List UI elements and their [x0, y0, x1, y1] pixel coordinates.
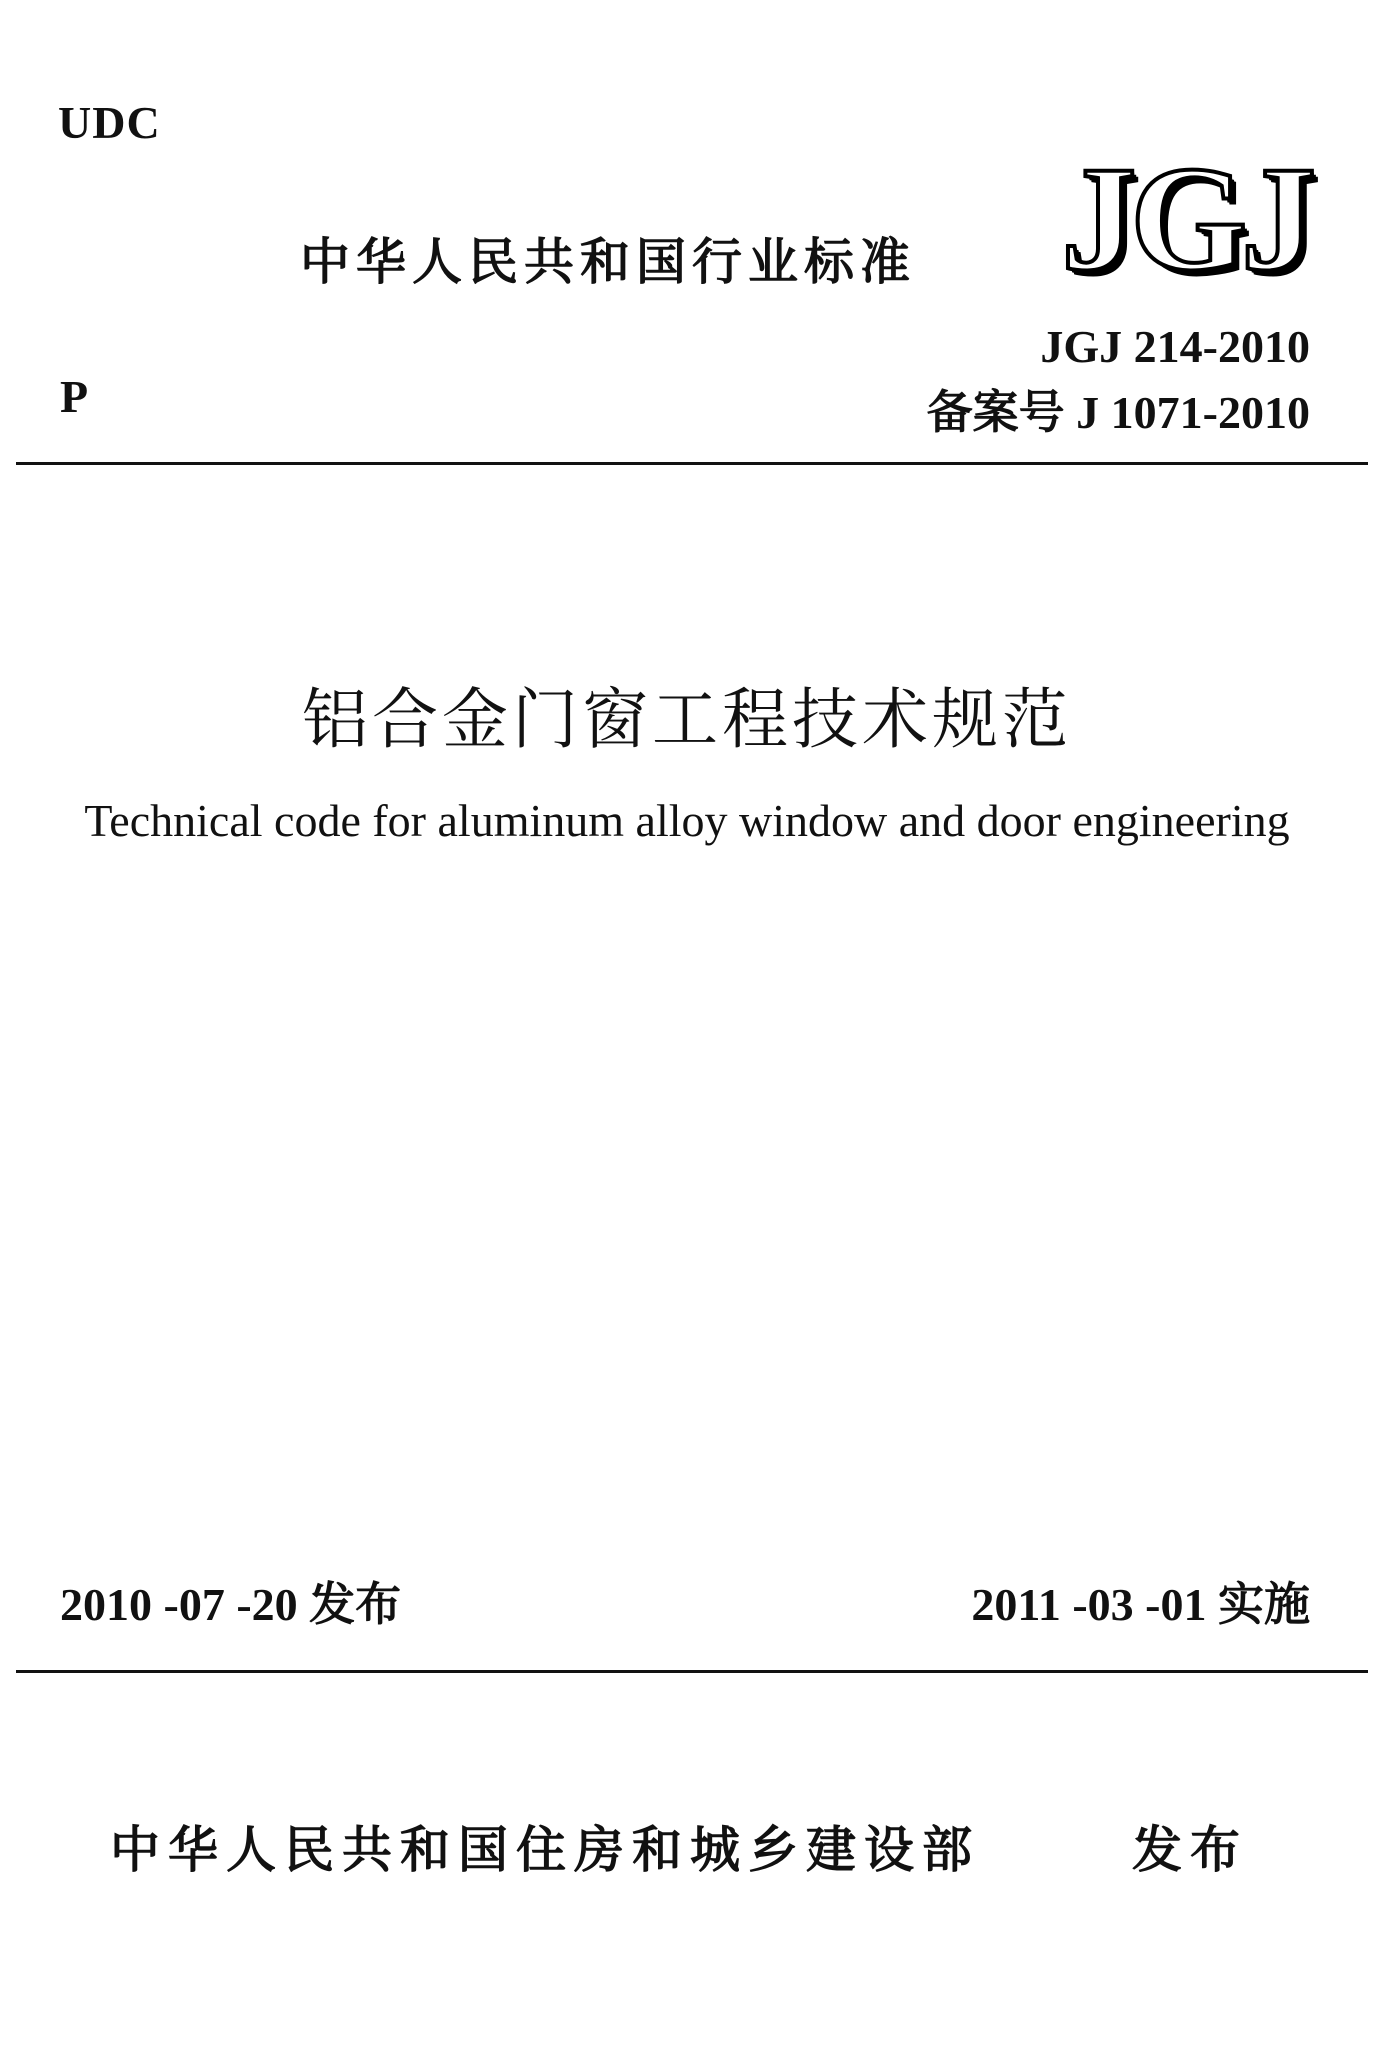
category-label: P: [60, 371, 89, 422]
standard-code: JGJ 214-2010: [1040, 321, 1310, 372]
top-divider: [16, 462, 1368, 465]
title-chinese: 铝合金门窗工程技术规范: [302, 681, 1072, 758]
issuer-name: 中华人民共和国住房和城乡建设部: [110, 1821, 980, 1879]
title-english: Technical code for aluminum alloy window and door engineering: [84, 795, 1290, 846]
issue-date: 2010 -07 -20 发布: [60, 1579, 402, 1630]
issuer-action: 发布: [1132, 1821, 1248, 1879]
bottom-divider: [16, 1670, 1368, 1673]
record-number: 备案号 J 1071-2010: [926, 387, 1310, 438]
jgj-logo: JGJ: [1061, 136, 1310, 302]
standard-type: 中华人民共和国行业标准: [300, 233, 916, 291]
effective-date: 2011 -03 -01 实施: [971, 1579, 1310, 1630]
udc-label: UDC: [58, 97, 161, 148]
